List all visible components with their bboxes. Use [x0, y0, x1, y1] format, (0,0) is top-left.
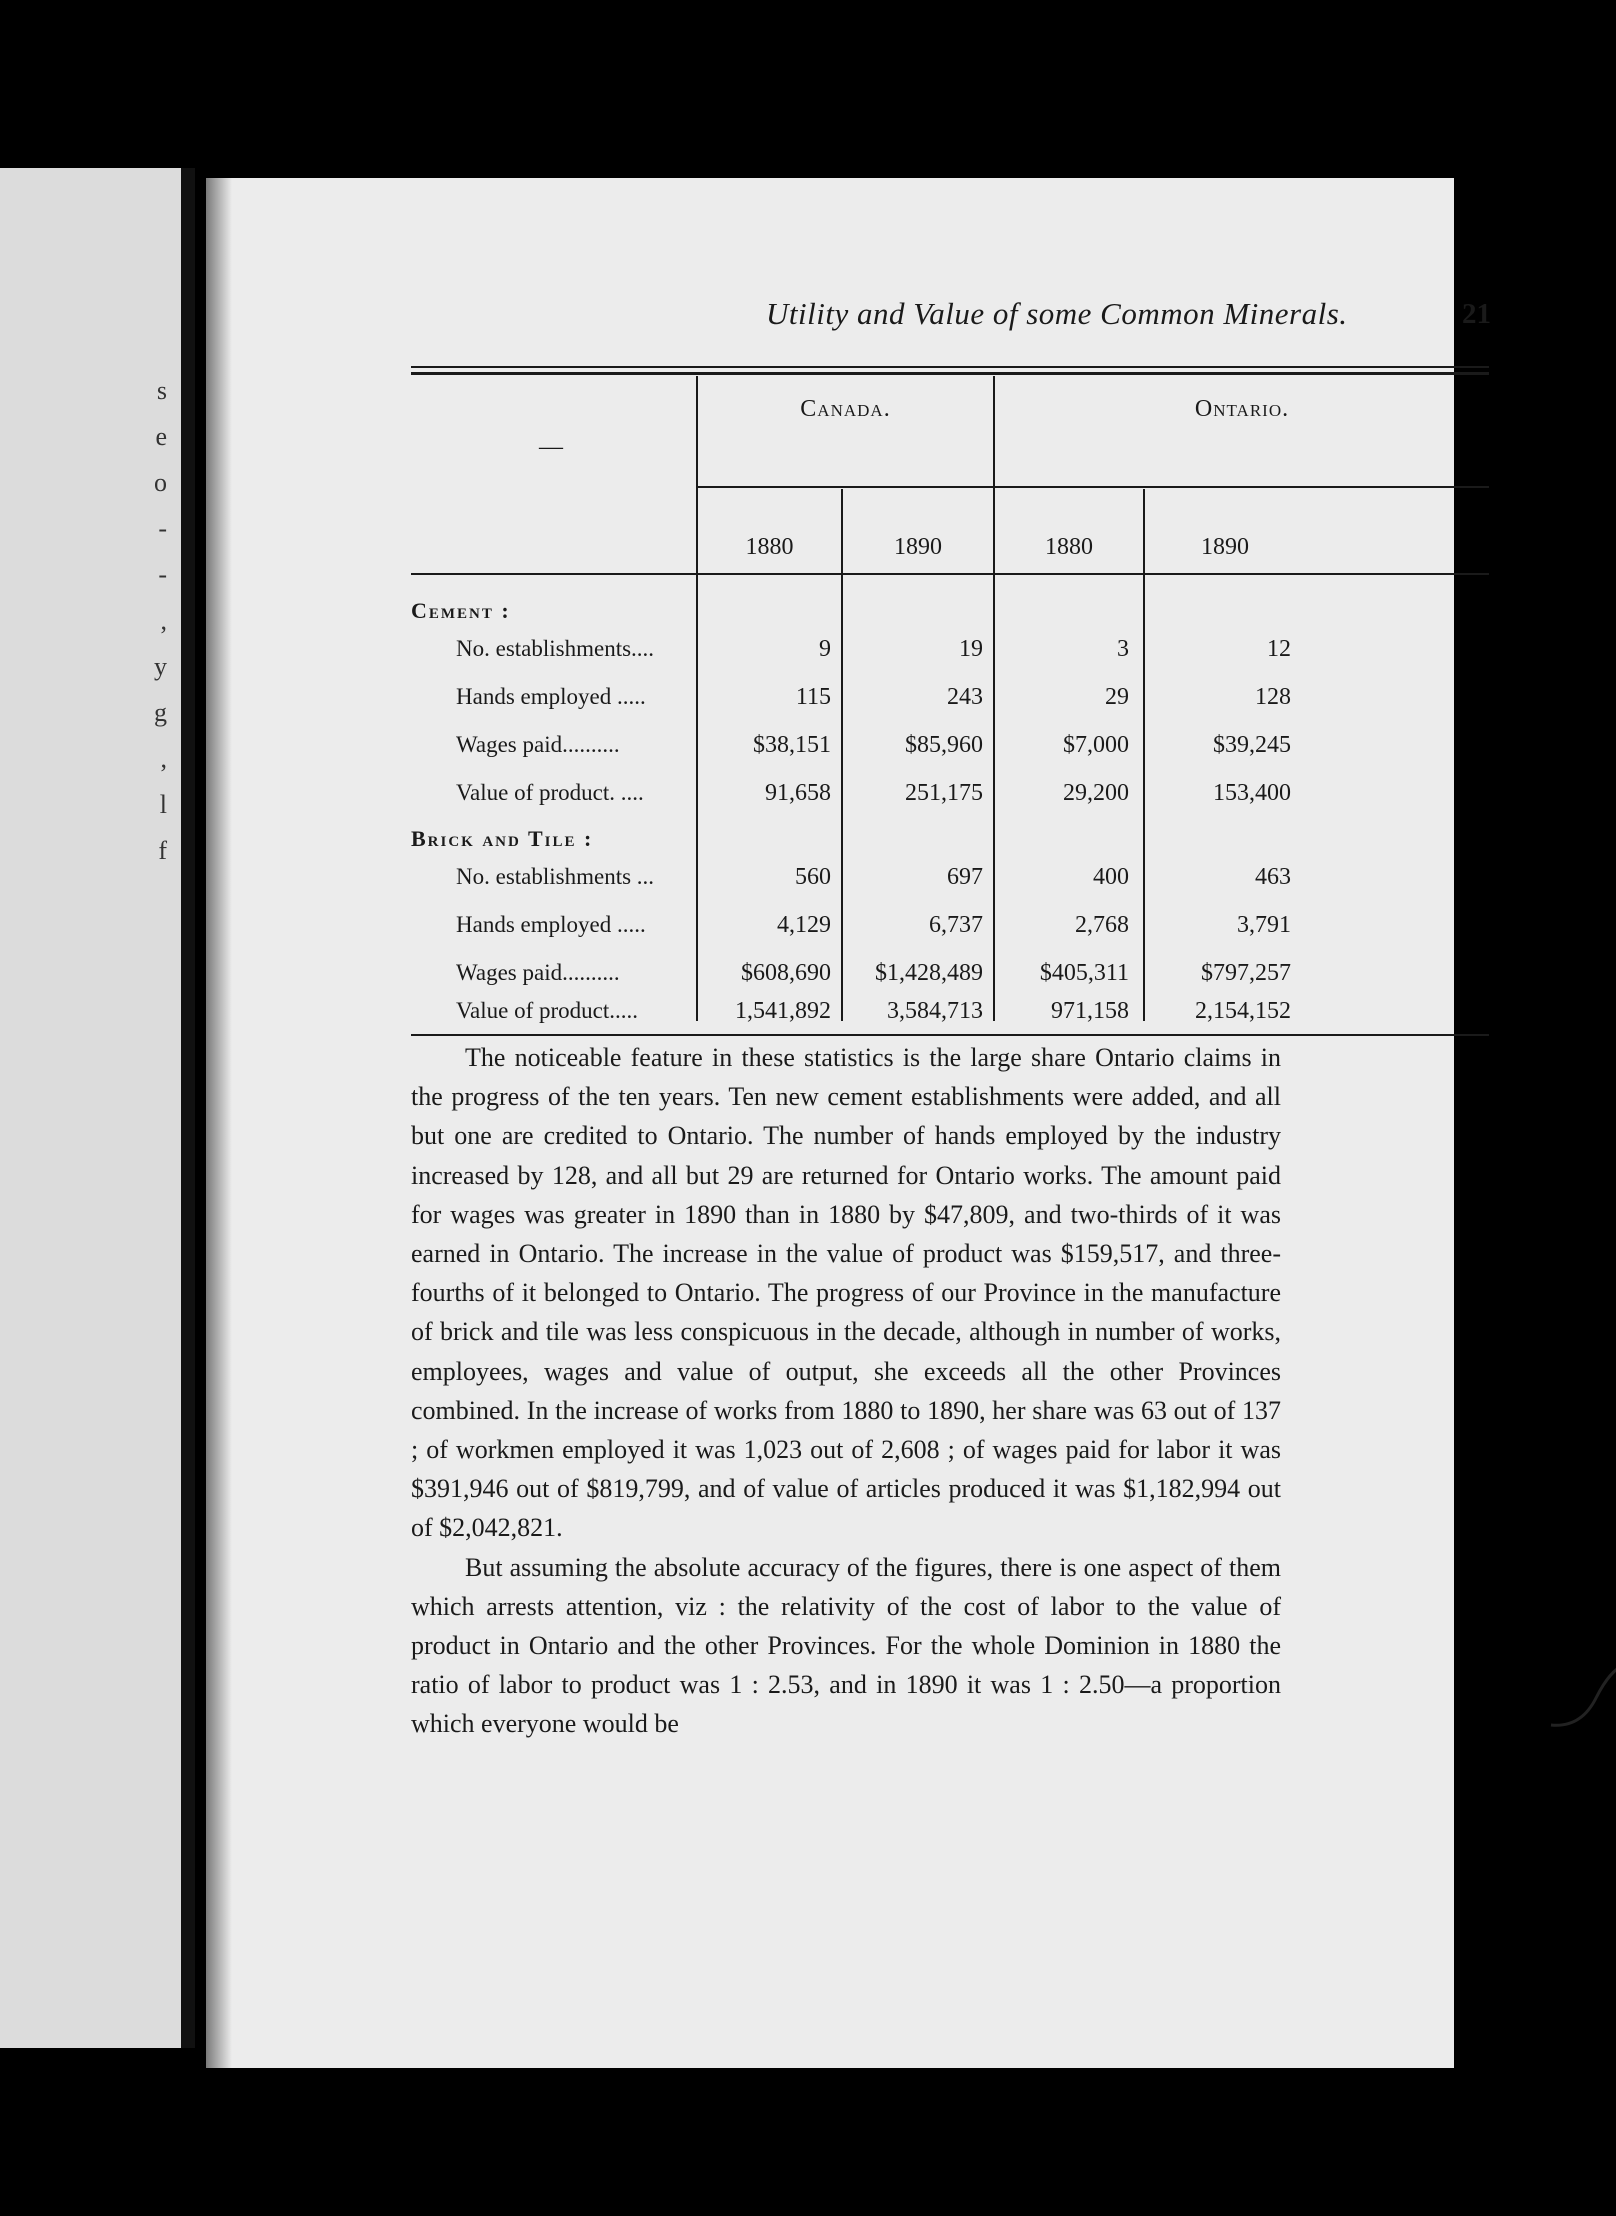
table-cell: 3,584,713: [887, 998, 983, 1024]
column-divider: [696, 376, 698, 1021]
table-cell: $38,151: [753, 732, 831, 758]
edge-letter: -: [158, 514, 167, 543]
year-header: 1890: [1201, 534, 1249, 560]
row-label: Wages paid..........: [456, 960, 620, 985]
table-cell: 12: [1267, 636, 1291, 662]
table-cell: $797,257: [1201, 960, 1291, 986]
group-header-ontario: Ontario.: [1194, 396, 1290, 422]
row-label: Value of product. ....: [456, 780, 644, 805]
paragraph: The noticeable feature in these statistics is the large share Ontario claims in the progress of the ten years. Ten new cement establishments were added, and all but one are credited to Ontario. The number of hands employed by the industry increased by 128, and all but 29 are returned for Ontario works. The amount paid for wages was greater in 1890 than in 1880 by $47,809, and two-thirds of it was earned in Ontario. The increase in the value of product was $159,517, and three-fourths of it belonged to Ontario. The progress of our Province in the manufacture of brick and tile was less conspicuous in the decade, although in number of works, employees, wages and value of output, she exceeds all the other Provinces combined. In the increase of works from 1880 to 1890, her share was 63 out of 137 ; of workmen employed it was 1,023 out of 2,608 ; of wages paid for labor it was $391,946 out of $819,799, and of value of articles produced it was $1,182,994 out of $2,042,821.: [411, 1043, 1281, 1543]
row-label: Hands employed .....: [456, 684, 646, 709]
group-header-canada: Canada.: [800, 396, 891, 422]
table-top-rule: [411, 372, 1489, 375]
table-cell: 971,158: [1051, 998, 1129, 1024]
page-number: 21: [1462, 298, 1491, 330]
edge-letter: s: [156, 376, 167, 405]
facing-page-letters: [147, 368, 167, 874]
table-cell: 91,658: [765, 780, 831, 806]
pencil-mark: [1546, 1663, 1616, 1743]
table-cell: 115: [795, 684, 831, 710]
book-page: [206, 178, 1491, 2068]
edge-letter: g: [154, 698, 167, 727]
section-label-cement: Cement :: [411, 598, 511, 623]
table-cell: 2,768: [1075, 912, 1129, 938]
table-cell: 251,175: [905, 780, 983, 806]
table-cell: 153,400: [1213, 780, 1291, 806]
edge-letter: ,: [160, 606, 167, 635]
section-label-brick-and-tile: Brick and Tile :: [411, 826, 594, 851]
table-cell: $85,960: [905, 732, 983, 758]
group-underline: [698, 486, 1489, 488]
table-cell: 9: [819, 636, 831, 662]
table-cell: 128: [1255, 684, 1291, 710]
table-cell: 29: [1105, 684, 1129, 710]
row-label: Value of product.....: [456, 998, 639, 1023]
table-cell: 6,737: [929, 912, 983, 938]
year-header: 1880: [1045, 534, 1093, 560]
table-top-rule: [411, 366, 1489, 368]
table-cell: 243: [947, 684, 983, 710]
paragraph: But assuming the absolute accuracy of the figures, there is one aspect of them which arrests attention, viz : the relativity of the cost of labor to the value of product in Ontario and the other Provinces. For the whole Dominion in 1880 the ratio of labor to product was 1 : 2.53, and in 1890 it was 1 : 2.50—a proportion which everyone would be: [411, 1552, 1281, 1739]
body-text: [411, 1038, 1281, 1744]
year-header: 1880: [745, 534, 794, 560]
edge-letter: f: [158, 836, 167, 865]
edge-letter: -: [158, 560, 167, 589]
row-label: No. establishments....: [456, 636, 655, 661]
table-cell: 2,154,152: [1195, 998, 1291, 1024]
edge-letter: e: [155, 422, 167, 451]
table-cell: $1,428,489: [875, 960, 983, 986]
row-label: Wages paid..........: [456, 732, 620, 757]
year-header: 1890: [894, 534, 942, 560]
table-cell: 3,791: [1237, 912, 1291, 938]
header-underline: [411, 573, 1489, 575]
column-divider: [993, 376, 995, 1021]
table-cell: $405,311: [1039, 960, 1129, 986]
column-divider: [841, 489, 843, 1021]
edge-letter: l: [159, 790, 167, 819]
page-binding-shadow: [206, 178, 232, 2068]
row-label: Hands employed .....: [456, 912, 646, 937]
running-title: Utility and Value of some Common Minerals.: [766, 296, 1348, 331]
table-cell: $7,000: [1063, 732, 1129, 758]
column-divider: [1143, 489, 1145, 1021]
edge-letter: ,: [160, 744, 167, 773]
edge-letter: o: [154, 468, 167, 497]
facing-page-edge: [0, 168, 195, 2048]
gutter-shadow: [181, 168, 195, 2048]
edge-letter: y: [154, 652, 167, 681]
table-cell: 697: [947, 864, 983, 890]
row-label: No. establishments ...: [456, 864, 655, 889]
stub-header: —: [539, 434, 563, 460]
table-cell: $608,690: [741, 960, 831, 986]
table-cell: 463: [1255, 864, 1291, 890]
table-bottom-rule: [411, 1034, 1489, 1036]
table-cell: 29,200: [1063, 780, 1129, 806]
table-cell: 400: [1093, 864, 1129, 890]
table-cell: 3: [1117, 636, 1129, 662]
table-cell: 4,129: [777, 912, 831, 938]
table-cell: $39,245: [1213, 732, 1291, 758]
page-header: [566, 296, 1491, 346]
table-cell: 560: [795, 864, 831, 890]
table-cell: 1,541,892: [735, 998, 831, 1024]
table-cell: 19: [959, 636, 983, 662]
